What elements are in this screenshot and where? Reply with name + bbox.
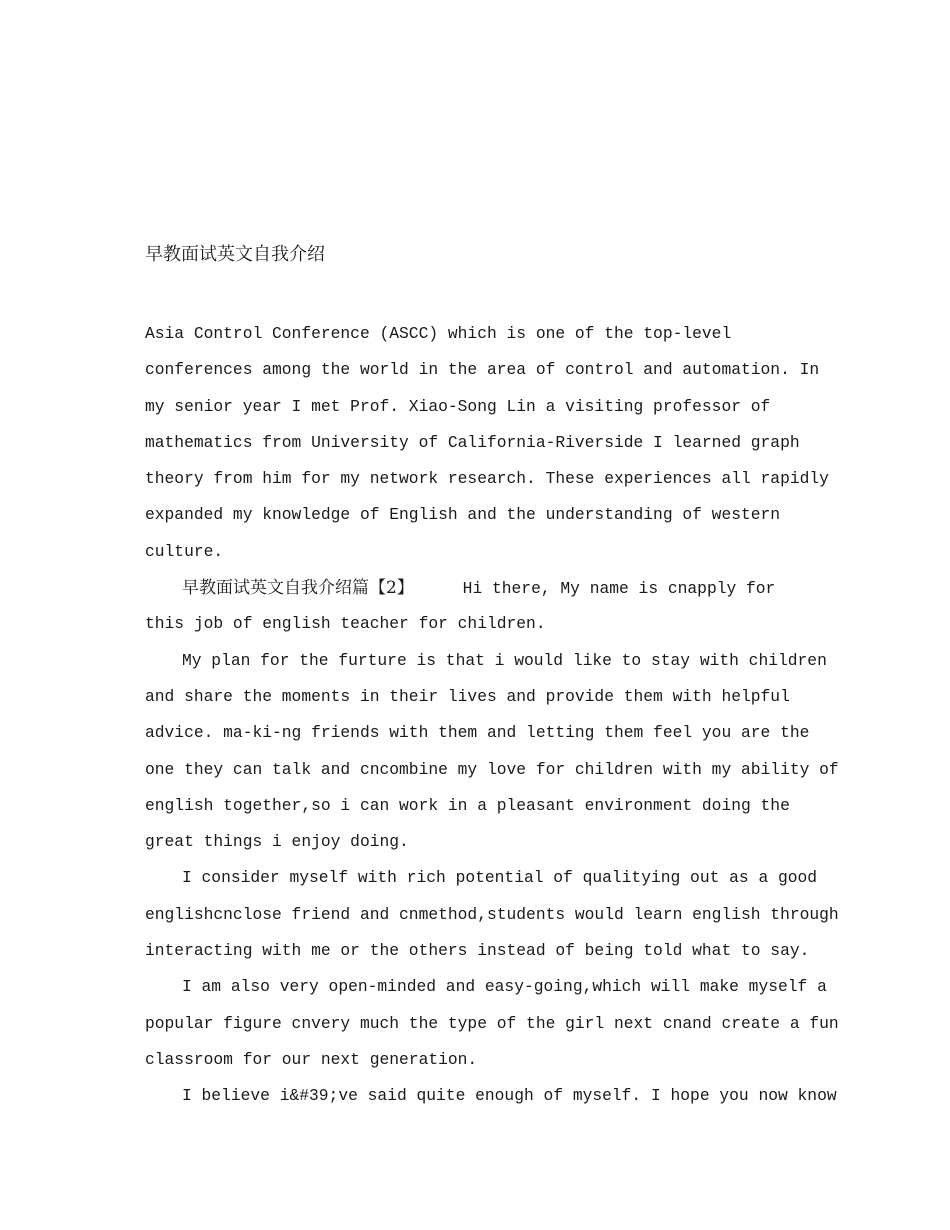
paragraph-4-line-3: classroom for our next generation.: [145, 1049, 478, 1069]
paragraph-1-line-2: conferences among the world in the area of control and automation. In: [145, 360, 820, 380]
paragraph-2-line-5: english together,so i can work in a pleasant environment doing the: [145, 795, 790, 815]
paragraph-1-line-4: mathematics from University of California-Riverside I learned graph: [145, 432, 800, 452]
section-2-line-2: this job of english teacher for children.: [145, 614, 546, 634]
paragraph-1-line-5: theory from him for my network research. These experiences all rapidly: [145, 469, 829, 489]
section-2-first-line: [145, 570, 825, 606]
document-title: 早教面试英文自我介绍: [145, 244, 325, 265]
paragraph-2-line-6: great things i enjoy doing.: [145, 832, 409, 852]
paragraph-5-line-1: I believe i&#39;ve said quite enough of myself. I hope you now know: [182, 1086, 837, 1106]
paragraph-1-line-1: Asia Control Conference (ASCC) which is one of the top-level: [145, 324, 732, 343]
paragraph-2-line-1: My plan for the furture is that i would like to stay with children: [182, 650, 827, 670]
paragraph-1-line-6: expanded my knowledge of English and the understanding of western: [145, 505, 781, 525]
document-body: [145, 316, 839, 1115]
section-2-first-text: Hi there, My name is cnapply for: [413, 579, 776, 599]
section-2-heading: 早教面试英文自我介绍篇【2】: [182, 578, 414, 599]
paragraph-1-line-3: my senior year I met Prof. Xiao-Song Lin a visiting professor of: [145, 396, 771, 416]
paragraph-2-line-2: and share the moments in their lives and provide them with helpful: [145, 686, 790, 706]
paragraph-2-line-4: one they can talk and cncombine my love for children with my ability of: [145, 759, 839, 779]
paragraph-3-line-2: englishcnclose friend and cnmethod,students would learn english through: [145, 904, 839, 924]
paragraph-1-line-7: culture.: [145, 541, 224, 561]
paragraph-3-line-1: I consider myself with rich potential of qualitying out as a good: [182, 868, 818, 888]
paragraph-4-line-2: popular figure cnvery much the type of the girl next cnand create a fun: [145, 1013, 839, 1033]
paragraph-3-line-3: interacting with me or the others instead of being told what to say.: [145, 941, 810, 961]
paragraph-2-line-3: advice. ma-ki-ng friends with them and letting them feel you are the: [145, 723, 810, 743]
paragraph-4-line-1: I am also very open-minded and easy-going,which will make myself a: [182, 977, 827, 997]
